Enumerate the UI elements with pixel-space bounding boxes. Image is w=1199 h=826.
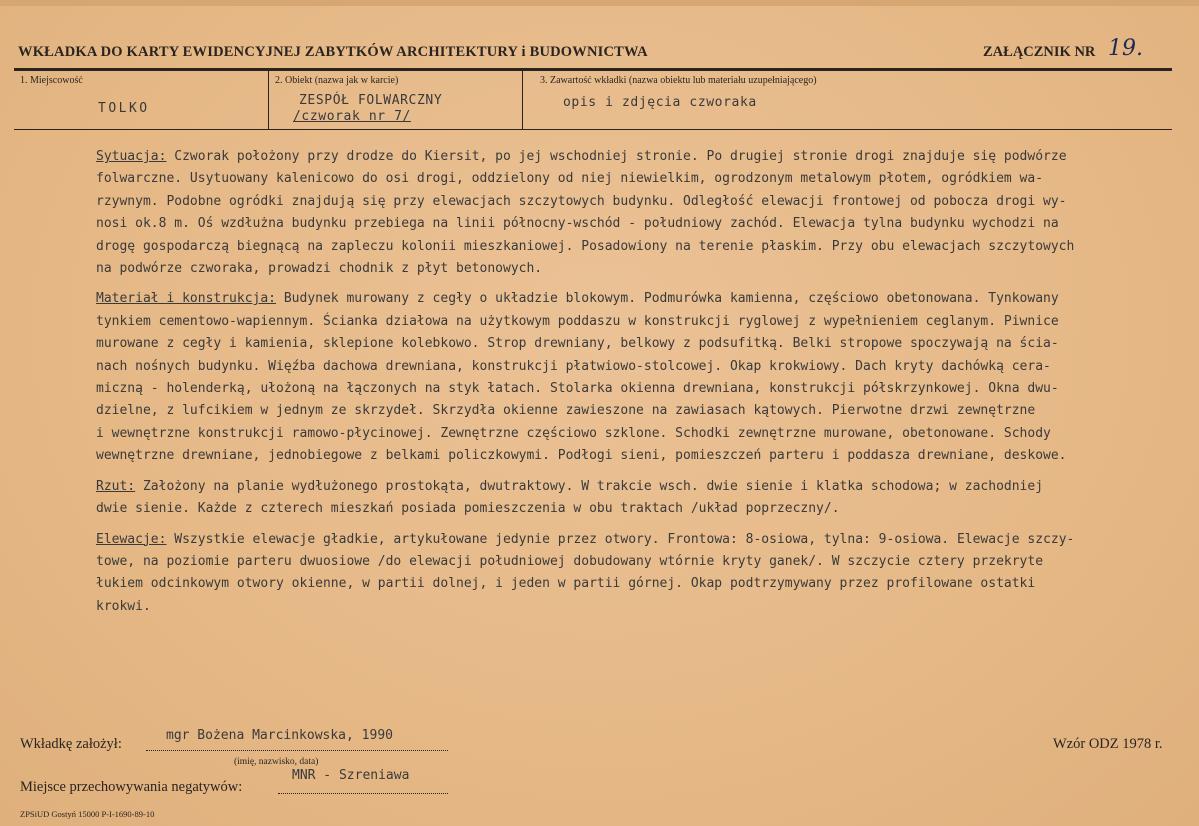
paper-edge xyxy=(0,0,1199,6)
object-label: 2. Obiekt (nazwa jak w karcie) xyxy=(275,75,399,86)
text-line: rzywnym. Podobne ogródki znajdują się przy elewacjach szczytowych budynku. Odległość elewacji frontowej od pobocza drogi wy- xyxy=(96,193,1067,209)
form-model: Wzór ODZ 1978 r. xyxy=(1053,736,1163,752)
text-line: drogę gospodarczą biegnącą na zapleczu kolonii mieszkaniowej. Posadowiony na terenie płaskim. Przy obu elewacjach szczytowych xyxy=(96,238,1075,254)
section-heading: Elewacje: xyxy=(96,531,167,547)
section-situation xyxy=(96,146,1156,280)
text-line: łukiem odcinkowym otwory okienne, w partii dolnej, i jeden w partii górnej. Okap podtrzymywany przez profilowane ostatki xyxy=(96,576,1036,592)
description-body xyxy=(96,146,1156,626)
founded-label: Wkładkę założył: xyxy=(20,736,122,752)
text-line: tynkiem cementowo-wapiennym. Ścianka działowa na użytkowym poddaszu w konstrukcji ryglowej z wypełnieniem ceglanym. Piwnice xyxy=(96,313,1059,329)
content-cell xyxy=(523,71,1172,129)
text-line: towe, na poziomie parteru dwuosiowe /do elewacji południowej dobudowany wtórnie kryty ganek/. W szczycie cztery przekryte xyxy=(96,553,1044,569)
metadata-rule xyxy=(14,129,1172,130)
negatives-value: MNR - Szreniawa xyxy=(292,768,410,783)
founded-line xyxy=(146,750,448,751)
text-line: Założony na planie wydłużonego prostokąta, dwutraktowy. W trakcie wsch. dwie sienie i klatka schodowa; w zachodniej xyxy=(135,478,1044,494)
metadata-row xyxy=(14,71,1172,129)
text-line: na podwórze czworaka, prowadzi chodnik z płyt betonowych. xyxy=(96,261,543,277)
content-value: opis i zdjęcia czworaka xyxy=(563,95,757,110)
locality-label: 1. Miejscowość xyxy=(20,75,83,86)
text-line: Budynek murowany z cegły o układzie blokowym. Podmurówka kamienna, częściowo obetonowana. Tynkowany xyxy=(276,291,1059,307)
text-line: murowane z cegły i kamienia, sklepione kolebkowo. Strop drewniany, belkowy z podsufitką. Belki stropowe spoczywają na ścia- xyxy=(96,336,1059,352)
text-line: nosi ok.8 m. Oś wzdłużna budynku przebiega na linii północny-wschód - południowy zachód. Elewacja tylna budynku wychodzi na xyxy=(96,216,1059,232)
negatives-label: Miejsce przechowywania negatywów: xyxy=(20,779,243,795)
text-line: krokwi. xyxy=(96,598,151,614)
document-title: WKŁADKA DO KARTY EWIDENCYJNEJ ZABYTKÓW ARCHITEKTURY i BUDOWNICTWA xyxy=(18,44,648,60)
negatives-line xyxy=(278,793,448,794)
founded-hint: (imię, nazwisko, data) xyxy=(234,757,319,767)
locality-cell xyxy=(14,71,268,129)
text-line: dzielne, z lufcikiem w jednym ze skrzydeł. Skrzydła okienne zawieszone na zawiasach kątowych. Pierwotne drzwi zewnętrzne xyxy=(96,403,1036,419)
text-line: dwie sienie. Każde z czterech mieszkań posiada pomieszczenia w obu traktach /układ poprzeczny/. xyxy=(96,501,840,517)
annex-label: ZAŁĄCZNIK NR xyxy=(983,44,1096,60)
text-line: miczną - holenderką, ułożoną na łączonych na styk łatach. Stolarka okienna drewniana, konstrukcji półskrzynkowej. Okna dwu- xyxy=(96,381,1059,397)
text-line: wewnętrzne drewniane, jednobiegowe z belkami policzkowymi. Podłogi sieni, pomieszczeń parteru i poddasza drewniane, deskowe. xyxy=(96,448,1067,464)
object-cell xyxy=(269,71,522,129)
section-heading: Rzut: xyxy=(96,478,136,494)
text-line: Wszystkie elewacje gładkie, artykułowane jedynie przez otwory. Frontowa: 8-osiowa, tylna: 9-osiowa. Elewacje szczy- xyxy=(166,531,1075,547)
printer-note: ZPSiUD Gostyń 15000 P-I-1690-89-10 xyxy=(20,809,155,819)
document-header xyxy=(18,36,1168,64)
section-material xyxy=(96,288,1156,467)
section-elevations xyxy=(96,529,1156,619)
text-line: folwarczne. Usytuowany kalenicowo do osi drogi, oddzielony od niej niewielkim, ogrodzonym metalowym płotem, ogródkiem wa- xyxy=(96,171,1044,187)
object-value-line1: ZESPÓŁ FOLWARCZNY xyxy=(299,93,443,108)
text-line: Czworak położony przy drodze do Kiersit, po jej wschodniej stronie. Po drugiej stronie drogi znajduje się podwórze xyxy=(166,149,1067,164)
text-line: i wewnętrzne konstrukcji ramowo-płycinowej. Zewnętrzne częściowo szklone. Schodki zewnętrzne murowane, obetonowane. Schody xyxy=(96,425,1051,441)
object-value-line2: /czworak nr 7/ xyxy=(293,109,411,124)
founded-value: mgr Bożena Marcinkowska, 1990 xyxy=(166,728,393,743)
annex-number: 19. xyxy=(1108,36,1143,61)
text-line: nach nośnych budynku. Więźba dachowa drewniana, konstrukcji płatwiowo-stolcowej. Okap krokwiowy. Dach kryty dachówką cera- xyxy=(96,358,1051,374)
section-heading: Sytuacja: xyxy=(96,149,167,164)
section-plan xyxy=(96,476,1156,521)
content-label: 3. Zawartość wkładki (nazwa obiektu lub materiału uzupełniającego) xyxy=(540,75,817,86)
locality-value: TOLKO xyxy=(98,101,150,116)
section-heading: Materiał i konstrukcja: xyxy=(96,291,277,307)
